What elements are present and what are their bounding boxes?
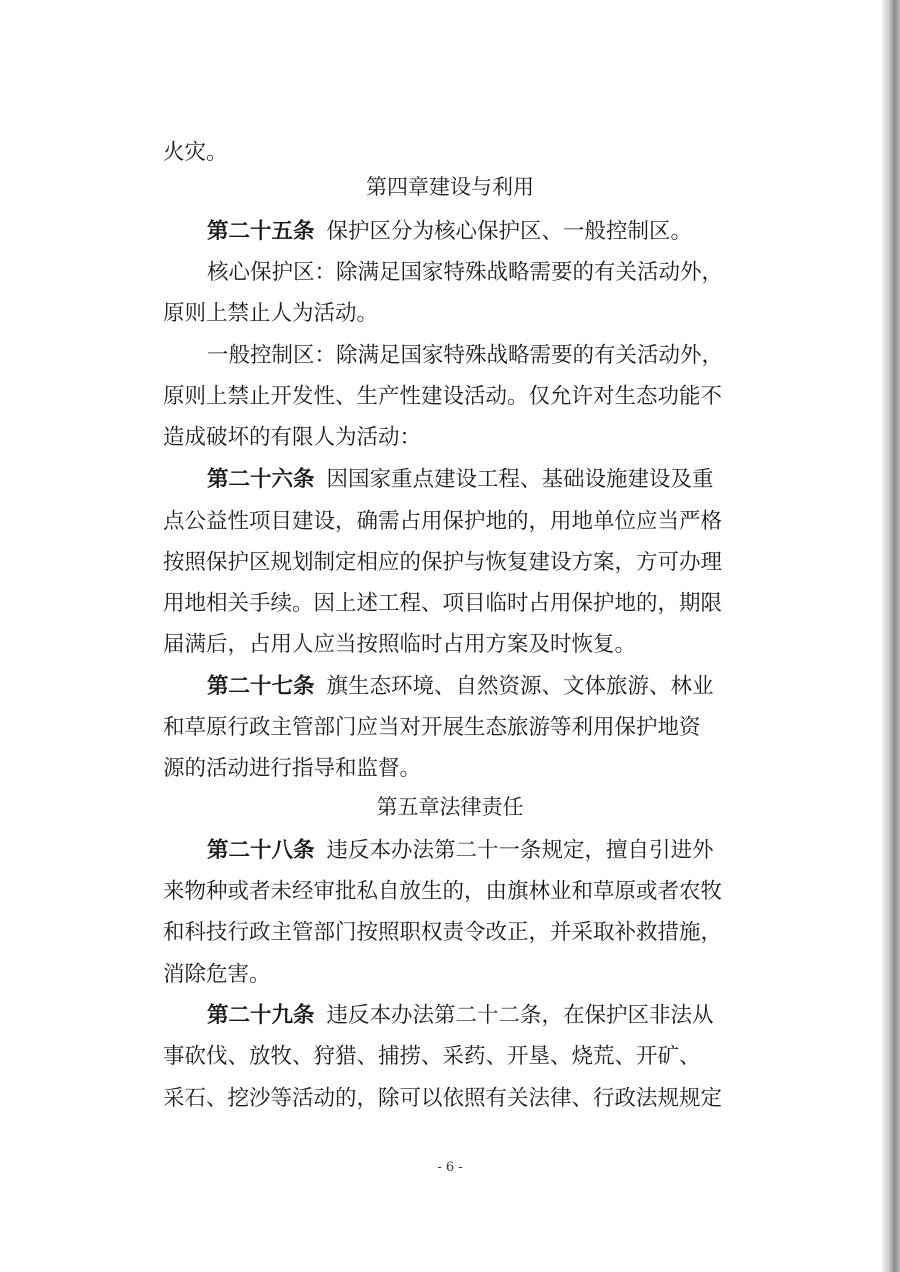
- article-text: 违反本办法第二十一条规定，擅自引进外: [326, 838, 714, 863]
- chapter-heading: 第四章建设与利用: [366, 175, 534, 199]
- article-29: [207, 1001, 827, 1031]
- text-line: 原则上禁止人为活动。: [163, 301, 379, 326]
- page-number: - 6 -: [437, 1160, 463, 1175]
- article-text: 旗生态环境、自然资源、文体旅游、林业: [326, 674, 714, 699]
- article-text: 违反本办法第二十二条，在保护区非法从: [326, 1003, 714, 1028]
- article-number: 第二十七条: [207, 674, 315, 699]
- article-text: 因国家重点建设工程、基础设施建设及重: [326, 467, 714, 492]
- text-line: 按照保护区规划制定相应的保护与恢复建设方案，方可办理: [163, 550, 723, 575]
- article-text: 保护区分为核心保护区、一般控制区。: [326, 219, 693, 244]
- article-number: 第二十八条: [207, 838, 315, 863]
- text-line: 源的活动进行指导和监督。: [163, 756, 422, 781]
- article-number: 第二十九条: [207, 1003, 315, 1028]
- text-line: 事砍伐、放牧、狩猎、捕捞、采药、开垦、烧荒、开矿、: [163, 1044, 701, 1069]
- text-line: 届满后，占用人应当按照临时占用方案及时恢复。: [163, 632, 637, 657]
- text-line: 一般控制区：除满足国家特殊战略需要的有关活动外，: [207, 343, 724, 368]
- text-line: 火灾。: [163, 140, 228, 165]
- article-26: [207, 465, 827, 495]
- text-line: 点公益性项目建设，确需占用保护地的，用地单位应当严格: [163, 509, 723, 534]
- article-number: 第二十六条: [207, 467, 315, 492]
- text-line: 原则上禁止开发性、生产性建设活动。仅允许对生态功能不: [163, 384, 723, 409]
- article-number: 第二十五条: [207, 219, 315, 244]
- article-25: [207, 217, 827, 247]
- text-line: 和科技行政主管部门按照职权责令改正，并采取补救措施，: [163, 920, 723, 945]
- text-line: 核心保护区：除满足国家特殊战略需要的有关活动外，: [207, 260, 724, 285]
- chapter-heading: 第五章法律责任: [376, 795, 524, 819]
- text-line: 和草原行政主管部门应当对开展生态旅游等利用保护地资: [163, 715, 701, 740]
- article-28: [207, 836, 827, 866]
- text-line: 用地相关手续。因上述工程、项目临时占用保护地的，期限: [163, 591, 723, 616]
- text-line: 造成破坏的有限人为活动：: [163, 425, 422, 450]
- article-27: [207, 672, 827, 702]
- text-line: 采石、挖沙等活动的，除可以依照有关法律、行政法规规定: [163, 1086, 723, 1111]
- text-line: 消除危害。: [163, 962, 271, 987]
- text-line: 来物种或者未经审批私自放生的，由旗林业和草原或者农牧: [163, 879, 723, 904]
